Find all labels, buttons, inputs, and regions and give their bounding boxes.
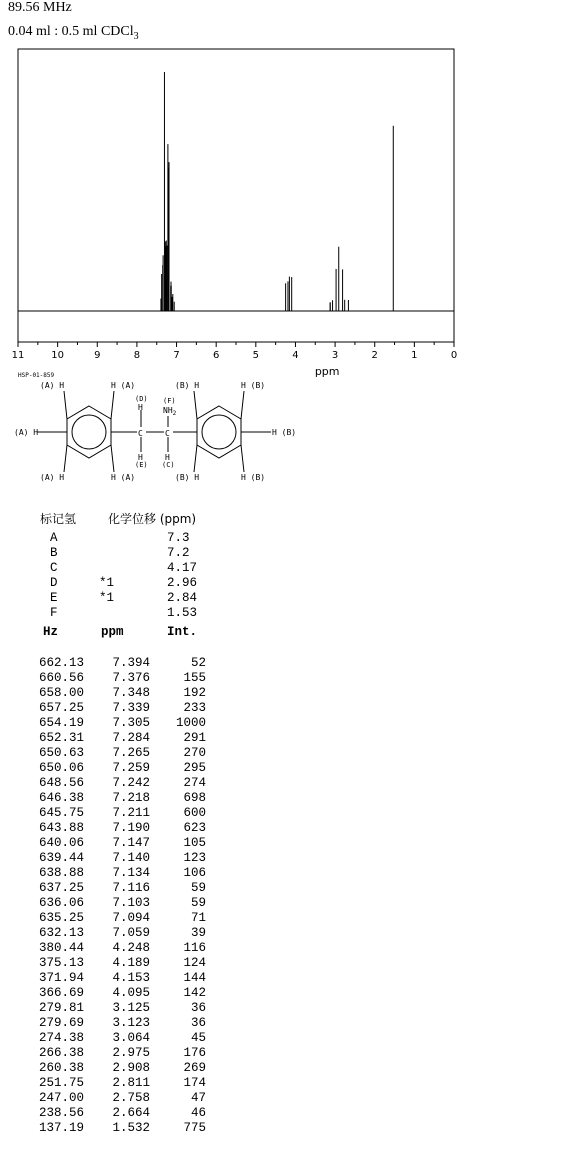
peak-ppm: 7.103: [112, 896, 150, 910]
peak-hz: 137.19: [38, 1121, 84, 1135]
peak-int: 144: [183, 971, 206, 985]
axis-label: ppm: [314, 365, 340, 378]
peak-hz: 380.44: [38, 941, 84, 955]
peak-int: 52: [190, 656, 206, 670]
peak-ppm: 4.095: [112, 986, 150, 1000]
bond-b-top-left: [194, 391, 197, 419]
peak-int: 46: [190, 1106, 206, 1120]
peak-row: [0, 896, 300, 911]
peak-int: 270: [183, 746, 206, 760]
peak-ppm: 3.125: [112, 1001, 150, 1015]
peak-hz: 645.75: [38, 806, 84, 820]
peak-int: 295: [183, 761, 206, 775]
molecule-structure: [0, 366, 320, 490]
peak-row: [0, 821, 300, 836]
peak-row: [0, 1076, 300, 1091]
bond-b-bot-left: [194, 445, 197, 472]
peak-hz: 650.06: [38, 761, 84, 775]
peak-ppm: 7.094: [112, 911, 150, 925]
peak-ppm: 7.116: [112, 881, 150, 895]
shift-note: *1: [99, 576, 115, 590]
peak-row: [0, 1091, 300, 1106]
peak-hz: 636.06: [38, 896, 84, 910]
peak-ppm: 7.242: [112, 776, 150, 790]
label-b-right: H (B): [272, 428, 297, 437]
bond-a-top-right: [111, 391, 114, 419]
peak-ppm: 7.348: [112, 686, 150, 700]
axis-tick-label: 5: [252, 350, 260, 361]
peak-row: [0, 971, 300, 986]
peak-hz: 635.25: [38, 911, 84, 925]
shift-row: [0, 591, 300, 606]
peak-ppm: 1.532: [112, 1121, 150, 1135]
peak-row: [0, 686, 300, 701]
aromatic-circle-right: [202, 415, 236, 449]
label-a-left: (A) H: [14, 428, 39, 437]
peak-ppm: 7.339: [112, 701, 150, 715]
shift-header-label: 标记氢: [40, 512, 77, 526]
peak-int: 233: [183, 701, 206, 715]
peak-int: 775: [183, 1121, 206, 1135]
peak-hz: 652.31: [38, 731, 84, 745]
benzene-ring-right: [197, 406, 241, 458]
peak-ppm: 4.153: [112, 971, 150, 985]
label-a-bot-left: (A) H: [40, 473, 65, 482]
shift-shift: 1.53: [167, 606, 198, 620]
axis-tick-label: 8: [133, 350, 141, 361]
peak-header-int: Int.: [167, 625, 198, 639]
axis-tick-label: 10: [51, 350, 65, 361]
axis-tick-label: 3: [331, 350, 339, 361]
benzene-ring-left: [67, 406, 111, 458]
peak-int: 47: [190, 1091, 206, 1105]
aromatic-circle-left: [72, 415, 106, 449]
solvent-info: [8, 24, 139, 41]
peak-row: [0, 1121, 300, 1136]
peak-ppm: 2.811: [112, 1076, 150, 1090]
spectrum-series: [18, 72, 454, 311]
peak-int: 124: [183, 956, 206, 970]
peak-row: [0, 1046, 300, 1061]
label-d-h: H: [138, 403, 143, 412]
shift-row: [0, 576, 300, 591]
axis-tick-label: 9: [94, 350, 101, 361]
peak-ppm: 7.059: [112, 926, 150, 940]
label-b-bot-right: H (B): [241, 473, 266, 482]
bond-b-bot-right: [241, 445, 244, 472]
peak-int: 123: [183, 851, 206, 865]
peak-hz: 654.19: [38, 716, 84, 730]
axis-tick-label: 6: [212, 350, 220, 361]
peak-ppm: 3.064: [112, 1031, 150, 1045]
peak-hz: 660.56: [38, 671, 84, 685]
peak-hz: 632.13: [38, 926, 84, 940]
peak-hz: 279.69: [38, 1016, 84, 1030]
peak-ppm: 2.975: [112, 1046, 150, 1060]
structure-id: HSP-01-859: [18, 372, 55, 379]
peak-ppm: 2.908: [112, 1061, 150, 1075]
shift-label: A: [50, 531, 58, 545]
peak-row: [0, 656, 300, 671]
solvent-subscript: 3: [133, 31, 139, 42]
peak-hz: 643.88: [38, 821, 84, 835]
peak-row: [0, 701, 300, 716]
peak-row: [0, 866, 300, 881]
shift-row: [0, 546, 300, 561]
peak-hz: 371.94: [38, 971, 84, 985]
carbon-2: C: [165, 429, 170, 438]
axis-tick-label: 0: [450, 350, 458, 361]
label-b-bot-left: (B) H: [175, 473, 200, 482]
peak-row: [0, 911, 300, 926]
peak-ppm: 2.664: [112, 1106, 150, 1120]
label-b-top-left: (B) H: [175, 381, 200, 390]
peak-row: [0, 986, 300, 1001]
peak-ppm: 7.218: [112, 791, 150, 805]
label-e: (E): [135, 461, 148, 469]
peak-header-ppm: ppm: [101, 625, 124, 639]
peak-int: 600: [183, 806, 206, 820]
shift-label: C: [50, 561, 58, 575]
bond-b-top-right: [241, 391, 244, 419]
peak-hz: 238.56: [38, 1106, 84, 1120]
peak-int: 39: [190, 926, 206, 940]
peak-hz: 266.38: [38, 1046, 84, 1060]
peak-int: 291: [183, 731, 206, 745]
shift-label: F: [50, 606, 58, 620]
label-b-top-right: H (B): [241, 381, 266, 390]
peak-hz: 638.88: [38, 866, 84, 880]
shift-shift: 2.96: [167, 576, 198, 590]
peak-int: 1000: [175, 716, 206, 730]
peak-ppm: 7.284: [112, 731, 150, 745]
label-f-nh-text: NH: [163, 406, 173, 415]
shift-label: B: [50, 546, 58, 560]
peak-row: [0, 851, 300, 866]
peak-int: 59: [190, 896, 206, 910]
peak-int: 174: [183, 1076, 206, 1090]
peak-row: [0, 836, 300, 851]
peak-hz: 260.38: [38, 1061, 84, 1075]
peak-hz: 274.38: [38, 1031, 84, 1045]
peak-hz: 662.13: [38, 656, 84, 670]
peak-int: 623: [183, 821, 206, 835]
carbon-1: C: [138, 429, 143, 438]
peak-ppm: 7.134: [112, 866, 150, 880]
peak-int: 116: [183, 941, 206, 955]
peak-hz: 247.00: [38, 1091, 84, 1105]
peak-hz: 251.75: [38, 1076, 84, 1090]
peak-row: [0, 731, 300, 746]
shift-shift: 2.84: [167, 591, 198, 605]
peak-row: [0, 881, 300, 896]
peak-int: 142: [183, 986, 206, 1000]
peak-row: [0, 1016, 300, 1031]
peak-row: [0, 806, 300, 821]
peak-int: 192: [183, 686, 206, 700]
label-c-h: H: [165, 453, 170, 462]
peak-int: 176: [183, 1046, 206, 1060]
peak-row: [0, 716, 300, 731]
shift-shift: 7.3: [167, 531, 190, 545]
peak-ppm: 7.190: [112, 821, 150, 835]
peak-ppm: 4.248: [112, 941, 150, 955]
label-a-bot-right: H (A): [111, 473, 136, 482]
shift-row: [0, 606, 300, 621]
peak-hz: 648.56: [38, 776, 84, 790]
peak-int: 71: [190, 911, 206, 925]
peak-row: [0, 671, 300, 686]
peak-row: [0, 791, 300, 806]
peak-hz: 657.25: [38, 701, 84, 715]
label-e-h: H: [138, 453, 143, 462]
peak-int: 105: [183, 836, 206, 850]
label-f-nh-sub: 2: [172, 410, 177, 417]
shift-header-ppm: 化学位移 (ppm): [108, 512, 197, 526]
label-d: (D): [135, 395, 148, 403]
peak-ppm: 7.376: [112, 671, 150, 685]
axis-tick-label: 1: [411, 350, 418, 361]
bond-a-bot-left: [64, 445, 67, 472]
peak-hz: 640.06: [38, 836, 84, 850]
peak-row: [0, 761, 300, 776]
plot-frame: [18, 49, 454, 342]
peak-row: [0, 926, 300, 941]
bond-a-bot-right: [111, 445, 114, 472]
peak-ppm: 7.211: [112, 806, 150, 820]
peak-header-hz: Hz: [43, 625, 59, 639]
peak-ppm: 2.758: [112, 1091, 150, 1105]
bond-a-top-left: [64, 391, 67, 419]
peak-int: 106: [183, 866, 206, 880]
peak-ppm: 7.394: [112, 656, 150, 670]
peak-int: 45: [190, 1031, 206, 1045]
peak-int: 269: [183, 1061, 206, 1075]
peak-hz: 366.69: [38, 986, 84, 1000]
shift-label: D: [50, 576, 58, 590]
spectrometer-frequency: 89.56 MHz: [8, 0, 72, 15]
peak-ppm: 4.189: [112, 956, 150, 970]
axis-tick-label: 11: [11, 350, 25, 361]
shift-row: [0, 561, 300, 576]
shift-note: *1: [99, 591, 115, 605]
peak-ppm: 3.123: [112, 1016, 150, 1030]
label-c: (C): [162, 461, 175, 469]
peak-row: [0, 776, 300, 791]
peak-row: [0, 746, 300, 761]
peak-int: 274: [183, 776, 206, 790]
label-f: (F): [163, 397, 176, 405]
peak-row: [0, 956, 300, 971]
peak-int: 59: [190, 881, 206, 895]
peak-int: 155: [183, 671, 206, 685]
label-a-top-right: H (A): [111, 381, 136, 390]
peak-row: [0, 941, 300, 956]
peak-row: [0, 1061, 300, 1076]
peak-row: [0, 1106, 300, 1121]
peak-int: 36: [190, 1001, 206, 1015]
peak-row: [0, 1031, 300, 1046]
shift-row: [0, 531, 300, 546]
shift-shift: 7.2: [167, 546, 190, 560]
shift-label: E: [50, 591, 58, 605]
solvent-text: 0.04 ml : 0.5 ml CDCl: [8, 24, 134, 39]
peak-hz: 658.00: [38, 686, 84, 700]
peak-hz: 279.81: [38, 1001, 84, 1015]
peak-hz: 650.63: [38, 746, 84, 760]
peak-ppm: 7.140: [112, 851, 150, 865]
peak-int: 36: [190, 1016, 206, 1030]
axis-tick-label: 2: [371, 350, 378, 361]
peak-int: 698: [183, 791, 206, 805]
peak-hz: 375.13: [38, 956, 84, 970]
peak-ppm: 7.265: [112, 746, 150, 760]
peak-hz: 639.44: [38, 851, 84, 865]
peak-ppm: 7.147: [112, 836, 150, 850]
label-f-nh: [163, 406, 177, 417]
shift-shift: 4.17: [167, 561, 198, 575]
axis-tick-label: 7: [173, 350, 180, 361]
peak-row: [0, 1001, 300, 1016]
peak-hz: 637.25: [38, 881, 84, 895]
axis-tick-label: 4: [292, 350, 299, 361]
label-a-top-left: (A) H: [40, 381, 65, 390]
peak-hz: 646.38: [38, 791, 84, 805]
peak-ppm: 7.259: [112, 761, 150, 775]
peak-ppm: 7.305: [112, 716, 150, 730]
